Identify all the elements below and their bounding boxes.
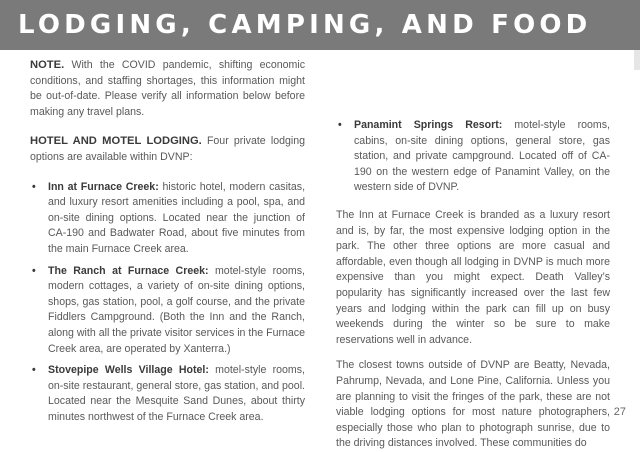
- bullet-icon: •: [32, 264, 36, 277]
- bullet-icon: •: [338, 119, 342, 131]
- right-column: [336, 58, 610, 452]
- left-column: [30, 58, 305, 425]
- hotel-section-text: Four private lodging options are available within DVNP:: [30, 135, 306, 163]
- lodging-description: motel-style rooms, modern cottages, a variety of on-site dining options, shops, gas station, pool, a golf course, and the private Fiddlers Campground. (Both the Inn and the Ranch, along with all the private visitor services in the Furnace Creek area, are operated by Xanterra.): [48, 264, 305, 355]
- section-title: LODGING, CAMPING, AND FOOD: [18, 10, 592, 40]
- hotel-section-label: HOTEL AND MOTEL LODGING.: [30, 135, 202, 148]
- lodging-description: motel-style rooms, cabins, on-site dining options, general store, gas station, and private campground. Located off of CA-190 on the western edge of Panamint Valley, on the western side of DVNP.: [354, 119, 611, 194]
- page-edge-tab: [634, 50, 640, 70]
- lodging-name: Inn at Furnace Creek:: [48, 180, 159, 193]
- lodging-name: Panamint Springs Resort:: [354, 119, 503, 131]
- lodging-item-inn: [30, 180, 305, 258]
- bullet-icon: •: [32, 180, 36, 193]
- lodging-description: historic hotel, modern casitas, and luxury resort amenities including a pool, spa, and on-site dining options. Located near the junction of CA-190 and Badwater Road, about five minutes from the main Furnace Creek area.: [48, 180, 306, 255]
- lodging-list: [30, 180, 305, 426]
- closest-towns-paragraph: The closest towns outside of DVNP are Beatty, Nevada, Pahrump, Nevada, and Lone Pine, California. Unless you are planning to visit the fringes of the park, these are not viable lodging options for most nature photographers, especially those who plan to photograph sunrise, due to the driving distances involved. These communities do: [336, 359, 610, 450]
- note-label: NOTE.: [30, 59, 65, 71]
- inn-branding-paragraph: The Inn at Furnace Creek is branded as a luxury resort and is, by far, the most expensive lodging option in the park. The other three options are more casual and affordable, even though all lodging in DVNP is much more expensive than you might expect. Death Valley’s popularity has significantly increased over the last few years and lodging within the park can fill up on busy weekends during the winter so be sure to make reservations well in advance.: [336, 208, 610, 346]
- note-paragraph: [30, 58, 305, 120]
- section-header-banner: [0, 0, 640, 50]
- lodging-description: motel-style rooms, on-site restaurant, general store, gas station, and pool. Located near the Mesquite Sand Dunes, about thirty minutes northwest of the Furnace Creek area.: [48, 364, 305, 423]
- hotel-section-intro: [30, 134, 305, 165]
- lodging-item-ranch: [30, 264, 305, 358]
- lodging-item-stovepipe: [30, 363, 305, 425]
- bullet-icon: •: [32, 364, 36, 377]
- lodging-item-panamint: [336, 118, 610, 196]
- page-number: 27: [613, 406, 626, 418]
- lodging-name: The Ranch at Furnace Creek:: [48, 264, 209, 277]
- lodging-list-continued: [336, 58, 610, 196]
- note-text: With the COVID pandemic, shifting economic conditions, and staffing shortages, this information might be out-of-date. Please verify all information below before making any travel plans.: [30, 59, 305, 118]
- lodging-name: Stovepipe Wells Village Hotel:: [48, 364, 209, 377]
